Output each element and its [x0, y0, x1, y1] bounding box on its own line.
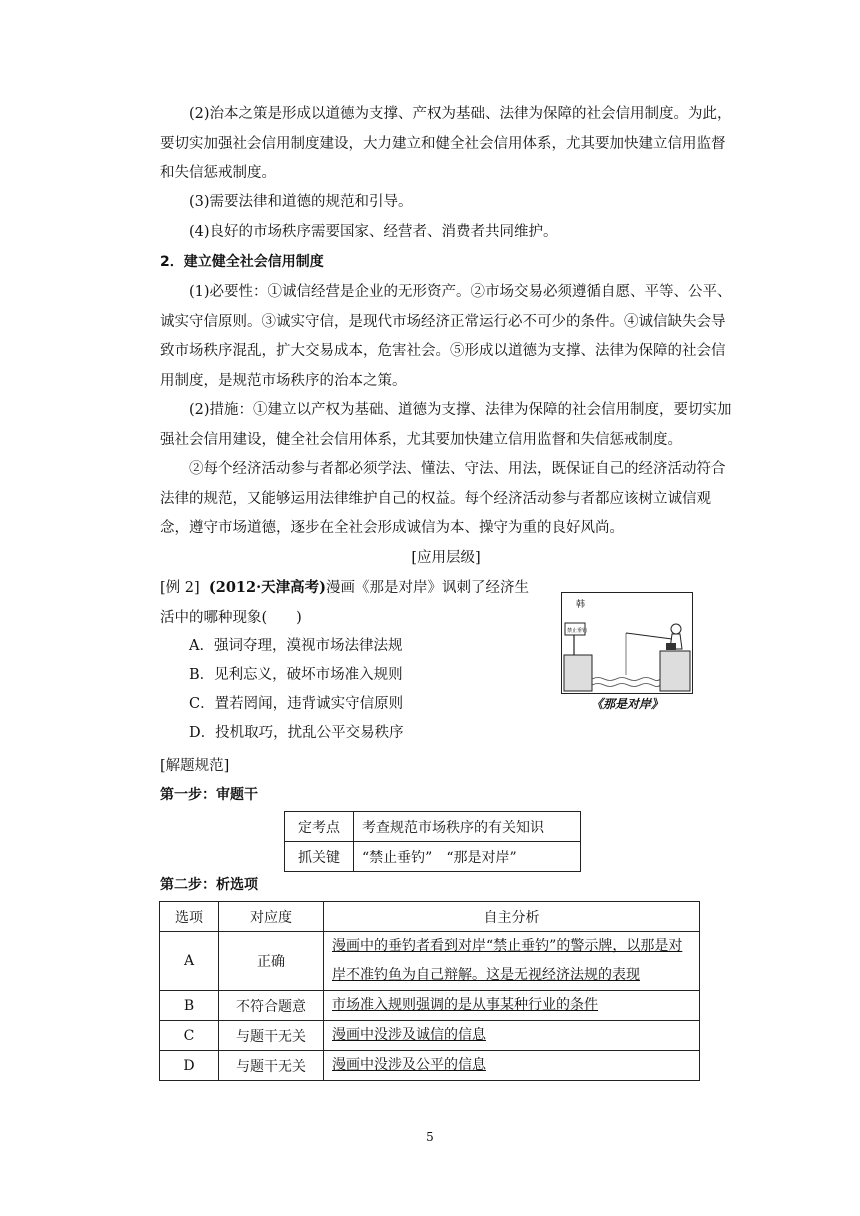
- step1-table: [284, 811, 581, 872]
- paragraph-law-morality: (3)需要法律和道德的规范和引导。: [189, 194, 413, 210]
- step2-title: 第二步：析选项: [160, 877, 258, 893]
- option-c: C．置若罔闻，违背诚实守信原则: [189, 696, 404, 712]
- table-cell-value: “禁止垂钓” “那是对岸”: [354, 842, 581, 872]
- cartoon-author: 韩: [576, 600, 586, 610]
- option-d: D．投机取巧，扰乱公平交易秩序: [189, 725, 404, 741]
- example-stem: [160, 573, 540, 633]
- table-row: [160, 1021, 700, 1051]
- table-row: [160, 1051, 700, 1081]
- section-heading: 2．建立健全社会信用制度: [160, 254, 324, 270]
- example-source: (2012·天津高考): [208, 579, 327, 596]
- cell-fit: 正确: [219, 932, 324, 991]
- table-row: [285, 842, 581, 872]
- paragraph-measures: (2)措施：①建立以产权为基础、道德为支撑、法律为保障的社会信用制度，要切实加强社会信用建设，健全社会信用体系，尤其要加快建立信用监督和失信惩戒制度。: [160, 402, 732, 448]
- cell-option: D: [160, 1051, 219, 1081]
- paragraph-governance: (2)治本之策是形成以道德为支撑、产权为基础、法律为保障的社会信用制度。为此，要切实加强社会信用制度建设，大力建立和健全社会信用体系，尤其要加快建立信用监督和失信惩戒制度。: [160, 106, 732, 181]
- step2-table: [159, 901, 700, 1081]
- cell-option: A: [160, 932, 219, 991]
- step1-title: 第一步：审题干: [160, 787, 258, 803]
- header-analysis: 自主分析: [324, 902, 700, 932]
- cell-analysis: 漫画中没涉及诚信的信息: [324, 1021, 700, 1051]
- cell-option: C: [160, 1021, 219, 1051]
- table-row: [160, 991, 700, 1021]
- table-cell-key: 定考点: [285, 812, 354, 842]
- table-row: [285, 812, 581, 842]
- paragraph-necessity: (1)必要性：①诚信经营是企业的无形资产。②市场交易必须遵循自愿、平等、公平、诚实守信原则。③诚实守信，是现代市场经济正常运行必不可少的条件。④诚信缺失会导致市场秩序混乱，扩大交易成本，危害社会。⑤形成以道德为支撑、法律为保障的社会信用制度，是规范市场秩序的治本之策。: [160, 284, 732, 389]
- cell-analysis: 市场准入规则强调的是从事某种行业的条件: [324, 991, 700, 1021]
- header-option: 选项: [160, 902, 219, 932]
- table-row: [160, 932, 700, 991]
- cartoon-sign-text: 禁止垂钓: [567, 628, 588, 634]
- example-prefix: [例 2]: [160, 580, 200, 596]
- cell-fit: 与题干无关: [219, 1051, 324, 1081]
- example-question: 漫画《那是对岸》讽刺了经济生活中的哪种现象( ): [160, 580, 530, 626]
- option-b: B．见利忘义，破坏市场准入规则: [189, 667, 403, 683]
- cell-option: B: [160, 991, 219, 1021]
- table-cell-value: 考查规范市场秩序的有关知识: [354, 812, 581, 842]
- paragraph-participants: ②每个经济活动参与者都必须学法、懂法、守法、用法，既保证自己的经济活动符合法律的规范，又能够运用法律维护自己的权益。每个经济活动参与者都应该树立诚信观念，遵守市场道德，逐步在全社会形成诚信为本、操守为重的良好风尚。: [160, 461, 726, 536]
- page-number: 5: [426, 1130, 434, 1144]
- cell-analysis: 漫画中的垂钓者看到对岸“禁止垂钓”的警示牌，以那是对岸不准钓鱼为自己辩解。这是无视经济法规的表现: [324, 932, 700, 991]
- solution-label: [解题规范]: [160, 758, 230, 774]
- cartoon-caption: 《那是对岸》: [590, 697, 663, 711]
- cell-fit: 与题干无关: [219, 1021, 324, 1051]
- level-label: [应用层级]: [411, 550, 481, 566]
- paragraph-market-order: (4)良好的市场秩序需要国家、经营者、消费者共同维护。: [189, 224, 558, 240]
- cartoon-image: [561, 592, 693, 694]
- table-header-row: [160, 902, 700, 932]
- fishing-cartoon-illustration: [562, 593, 692, 693]
- table-cell-key: 抓关键: [285, 842, 354, 872]
- option-a: A．强词夺理，漠视市场法律法规: [189, 638, 403, 654]
- cell-fit: 不符合题意: [219, 991, 324, 1021]
- header-fit: 对应度: [219, 902, 324, 932]
- cell-analysis: 漫画中没涉及公平的信息: [324, 1051, 700, 1081]
